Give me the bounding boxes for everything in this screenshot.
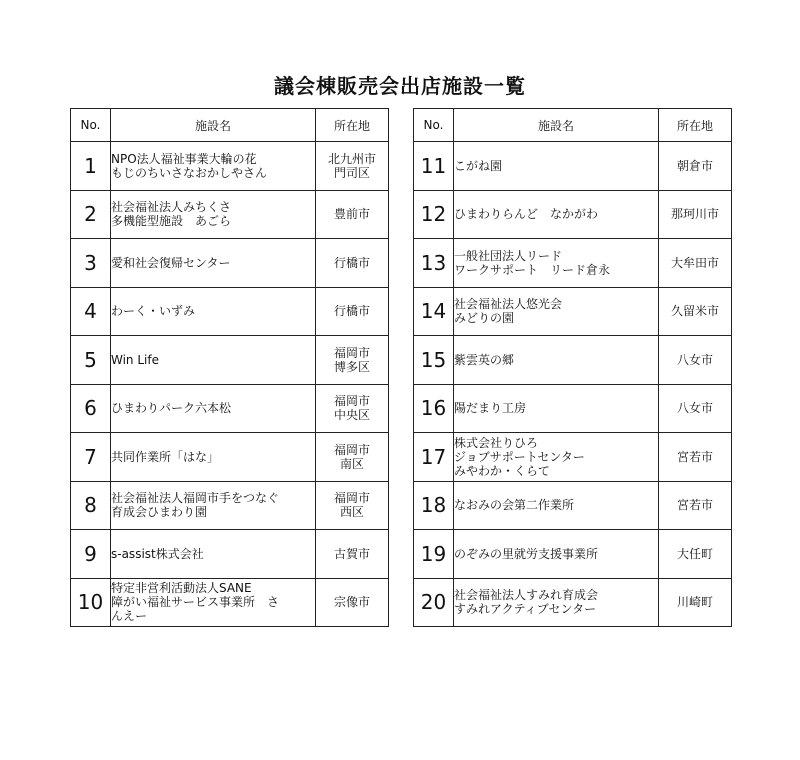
table-row <box>414 239 732 288</box>
table-header-row <box>414 109 732 142</box>
table-body-left <box>71 142 389 627</box>
facility-number: 20 <box>414 578 454 627</box>
facility-location <box>659 578 732 627</box>
facility-number: 7 <box>71 433 111 482</box>
facility-number: 15 <box>414 336 454 385</box>
facility-name <box>454 433 659 482</box>
facility-number: 10 <box>71 578 111 627</box>
table-row <box>71 578 389 627</box>
no-column-header: No. <box>71 109 111 142</box>
table-row <box>71 336 389 385</box>
facility-name-line: 共同作業所「はな」 <box>111 449 220 464</box>
facility-number: 14 <box>414 287 454 336</box>
facility-location <box>316 336 389 385</box>
facility-number: 2 <box>71 190 111 239</box>
facility-name <box>454 190 659 239</box>
facility-name-line: 育成会ひまわり園 <box>111 505 208 520</box>
facility-location-line: 北九州市 <box>327 151 376 166</box>
facility-location-line: 博多区 <box>333 359 370 374</box>
facility-location-line: 門司区 <box>333 165 370 180</box>
facility-location <box>316 578 389 627</box>
table-header-row <box>71 109 389 142</box>
facility-name-line: ワークサポート リード倉永 <box>454 262 611 277</box>
facility-name <box>111 384 316 433</box>
table-row <box>71 384 389 433</box>
facility-name <box>111 336 316 385</box>
table-row <box>414 142 732 191</box>
facility-name <box>111 142 316 191</box>
facility-name <box>454 530 659 579</box>
facility-location <box>659 384 732 433</box>
facility-location-line: 行橋市 <box>333 304 370 319</box>
facility-location <box>659 287 732 336</box>
facility-name-line: Win Life <box>111 352 159 367</box>
facility-location <box>316 384 389 433</box>
facility-name <box>111 578 316 627</box>
location-column-header: 所在地 <box>316 109 389 142</box>
facility-name-line: 社会福祉法人悠光会 <box>454 297 563 312</box>
facility-name-line: すみれアクティブセンター <box>454 602 597 617</box>
facility-location <box>316 239 389 288</box>
facility-name-line: 愛和社会復帰センター <box>111 255 231 270</box>
facility-location <box>316 287 389 336</box>
facility-location-line: 那珂川市 <box>670 207 719 222</box>
facility-name-line: 社会福祉法人すみれ育成会 <box>454 588 599 603</box>
facility-location-line: 古賀市 <box>333 546 370 561</box>
facility-location-line: 大任町 <box>676 546 713 561</box>
facility-number: 13 <box>414 239 454 288</box>
facility-location <box>316 433 389 482</box>
facility-location <box>659 142 732 191</box>
facility-location <box>316 142 389 191</box>
facility-location-line: 福岡市 <box>333 345 370 360</box>
facility-name-line: 一般社団法人リード <box>454 248 563 263</box>
table-row <box>414 578 732 627</box>
table-body-right <box>414 142 732 627</box>
facility-name <box>111 239 316 288</box>
facility-number: 8 <box>71 481 111 530</box>
page-title: 議会棟販売会出店施設一覧 <box>274 74 526 98</box>
facility-name-line: s-assist株式会社 <box>111 546 204 561</box>
facility-location-line: 行橋市 <box>333 255 370 270</box>
facility-name-line: 社会福祉法人みちくさ <box>111 200 232 215</box>
facility-location-line: 川崎町 <box>676 595 713 610</box>
facility-location-line: 豊前市 <box>333 207 370 222</box>
facility-name <box>111 481 316 530</box>
facility-number: 18 <box>414 481 454 530</box>
table-row <box>71 481 389 530</box>
facility-location-line: 宮若市 <box>676 449 713 464</box>
table-row <box>414 530 732 579</box>
facility-name-line: わーく・いずみ <box>111 304 196 319</box>
facility-location <box>659 530 732 579</box>
facility-number: 1 <box>71 142 111 191</box>
facility-number: 17 <box>414 433 454 482</box>
table-row <box>414 287 732 336</box>
facility-name-line: NPO法人福祉事業大輪の花 <box>111 151 257 166</box>
table-row <box>71 433 389 482</box>
facility-number: 3 <box>71 239 111 288</box>
name-column-header: 施設名 <box>111 109 316 142</box>
facility-name-line: 株式会社りひろ <box>454 435 539 450</box>
facility-name-line: 特定非営利活動法人SANE <box>111 581 252 596</box>
facility-number: 12 <box>414 190 454 239</box>
facility-name <box>454 578 659 627</box>
facility-location-line: 福岡市 <box>333 491 370 506</box>
facility-name <box>111 530 316 579</box>
facility-name-line: なおみの会第二作業所 <box>454 498 575 513</box>
table-row <box>414 433 732 482</box>
facility-location-line: 中央区 <box>333 408 370 423</box>
facility-name-line: んえー <box>111 609 148 624</box>
facility-name <box>111 287 316 336</box>
facility-name <box>454 239 659 288</box>
facility-number: 9 <box>71 530 111 579</box>
facility-number: 16 <box>414 384 454 433</box>
facility-number: 19 <box>414 530 454 579</box>
facility-location-line: 朝倉市 <box>676 158 713 173</box>
facility-number: 4 <box>71 287 111 336</box>
facility-location <box>316 190 389 239</box>
table-row <box>414 190 732 239</box>
table-row <box>71 287 389 336</box>
facility-location <box>659 239 732 288</box>
facility-location-line: 福岡市 <box>333 442 370 457</box>
facility-location-line: 宮若市 <box>676 498 713 513</box>
facility-name-line: 社会福祉法人福岡市手をつなぐ <box>111 491 280 506</box>
facility-name-line: みやわか・くらて <box>454 463 550 478</box>
facility-location-line: 西区 <box>339 505 364 520</box>
facility-number: 5 <box>71 336 111 385</box>
table-row <box>71 239 389 288</box>
facility-number: 6 <box>71 384 111 433</box>
facility-name <box>111 433 316 482</box>
facility-table-left <box>70 108 389 627</box>
table-row <box>71 190 389 239</box>
facility-location-line: 大牟田市 <box>670 255 719 270</box>
facility-location <box>316 481 389 530</box>
table-row <box>414 481 732 530</box>
facility-name-line: ひまわりパーク六本松 <box>111 401 232 416</box>
facility-location <box>659 433 732 482</box>
table-row <box>414 384 732 433</box>
facility-name <box>454 142 659 191</box>
name-column-header: 施設名 <box>454 109 659 142</box>
facility-name-line: ジョブサポートセンター <box>454 449 585 464</box>
facility-location <box>659 336 732 385</box>
facility-location-line: 福岡市 <box>333 394 370 409</box>
facility-name-line: 障がい福祉サービス事業所 さ <box>111 595 280 610</box>
facility-location-line: 南区 <box>339 456 364 471</box>
facility-name <box>454 336 659 385</box>
facility-number: 11 <box>414 142 454 191</box>
facility-name-line: のぞみの里就労支援事業所 <box>454 546 599 561</box>
facility-name <box>454 287 659 336</box>
facility-name-line: もじのちいさなおかしやさん <box>111 165 268 180</box>
facility-name <box>111 190 316 239</box>
facility-name <box>454 384 659 433</box>
location-column-header: 所在地 <box>659 109 732 142</box>
table-row <box>71 142 389 191</box>
facility-location-line: 八女市 <box>676 352 713 367</box>
facility-location-line: 八女市 <box>676 401 713 416</box>
facility-name <box>454 481 659 530</box>
facility-location <box>659 190 732 239</box>
table-row <box>71 530 389 579</box>
no-column-header: No. <box>414 109 454 142</box>
facility-location <box>316 530 389 579</box>
facility-location <box>659 481 732 530</box>
facility-name-line: 多機能型施設 あごら <box>111 214 232 229</box>
facility-table-right <box>413 108 732 627</box>
facility-name-line: みどりの園 <box>454 311 515 326</box>
facility-name-line: 陽だまり工房 <box>454 401 527 416</box>
facility-location-line: 久留米市 <box>670 304 719 319</box>
table-row <box>414 336 732 385</box>
facility-location-line: 宗像市 <box>333 595 370 610</box>
facility-name-line: こがね園 <box>454 158 503 173</box>
facility-name-line: ひまわりらんど なかがわ <box>454 207 599 222</box>
facility-name-line: 紫雲英の郷 <box>454 352 515 367</box>
